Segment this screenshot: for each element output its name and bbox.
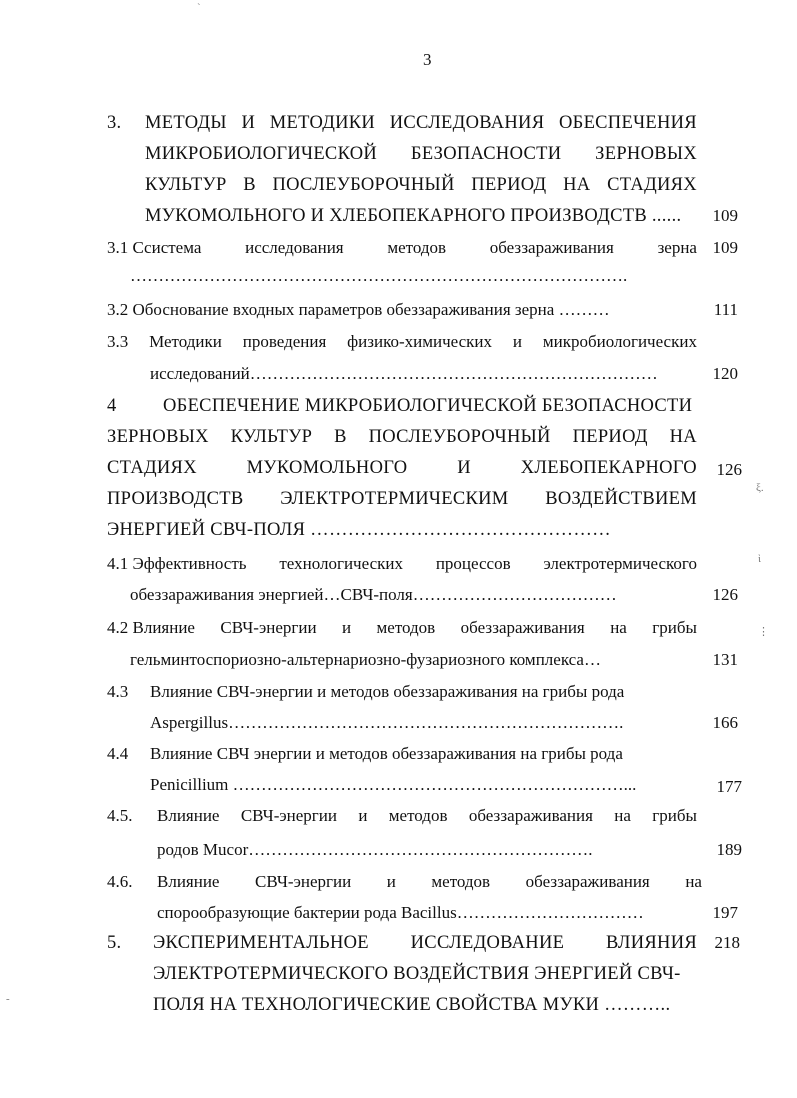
toc-4-1-line-1: 4.1 Эффективность технологических процессов электротермического: [107, 554, 697, 573]
toc-3-1-line-2: …………………………………………………………………………….: [130, 266, 628, 285]
toc-4-6-line-2: спорообразующие бактерии рода Bacillus……………………………: [157, 903, 644, 922]
toc-3-line-4: МУКОМОЛЬНОГО И ХЛЕБОПЕКАРНОГО ПРОИЗВОДСТВ ......: [145, 206, 682, 226]
toc-5-number: 5.: [107, 933, 122, 953]
toc-4-5-page: 189: [716, 840, 742, 859]
toc-4-6-line-1: Влияние СВЧ-энергии и методов обеззараживания на: [157, 872, 702, 891]
toc-3-3-page: 120: [712, 364, 738, 383]
scan-speck: ὶ: [758, 553, 761, 565]
scan-speck: `: [197, 2, 201, 14]
toc-4-6-page: 197: [712, 903, 738, 922]
toc-3-2-page: 111: [713, 300, 738, 319]
toc-4-3-line-2: Aspergillus…………………………………………………………….: [150, 713, 624, 732]
toc-4-line-5: ЭНЕРГИЕЙ СВЧ-ПОЛЯ …………………………………………: [107, 520, 611, 540]
toc-5-page: 218: [714, 933, 740, 952]
toc-3-1-page: 109: [712, 238, 738, 257]
toc-4-5-number: 4.5.: [107, 806, 133, 825]
toc-4-4-line-1: Влияние СВЧ энергии и методов обеззараживания на грибы рода: [150, 744, 623, 763]
toc-3-number: 3.: [107, 113, 122, 133]
toc-4-2-line-1: 4.2 Влияние СВЧ-энергии и методов обеззараживания на грибы: [107, 618, 697, 637]
toc-3-line-1: МЕТОДЫ И МЕТОДИКИ ИССЛЕДОВАНИЯ ОБЕСПЕЧЕНИЯ: [145, 113, 697, 133]
toc-4-4-page: 177: [716, 777, 742, 796]
toc-3-3-line-1: 3.3 Методики проведения физико-химических и микробиологических: [107, 332, 697, 351]
toc-5-line-3: ПОЛЯ НА ТЕХНОЛОГИЧЕСКИЕ СВОЙСТВА МУКИ ………..: [153, 995, 671, 1015]
page-number: 3: [423, 50, 432, 69]
toc-3-line-2: МИКРОБИОЛОГИЧЕСКОЙ БЕЗОПАСНОСТИ ЗЕРНОВЫХ: [145, 144, 697, 164]
toc-3-2: 3.2 Обоснование входных параметров обеззараживания зерна ………: [107, 300, 610, 319]
toc-5-line-1: ЭКСПЕРИМЕНТАЛЬНОЕ ИССЛЕДОВАНИЕ ВЛИЯНИЯ: [153, 933, 697, 953]
toc-4-4-number: 4.4: [107, 744, 129, 763]
toc-4-line-4: ПРОИЗВОДСТВ ЭЛЕКТРОТЕРМИЧЕСКИМ ВОЗДЕЙСТВИЕМ: [107, 489, 697, 509]
toc-4-number: 4: [107, 396, 117, 416]
toc-4-3-number: 4.3: [107, 682, 129, 701]
toc-4-line-2: ЗЕРНОВЫХ КУЛЬТУР В ПОСЛЕУБОРОЧНЫЙ ПЕРИОД НА: [107, 427, 697, 447]
toc-3-page: 109: [712, 206, 738, 225]
toc-4-line-1: ОБЕСПЕЧЕНИЕ МИКРОБИОЛОГИЧЕСКОЙ БЕЗОПАСНОСТИ: [163, 396, 693, 416]
toc-4-3-page: 166: [712, 713, 738, 732]
scan-speck: ξ.: [756, 482, 764, 494]
scan-speck: -: [6, 993, 10, 1005]
toc-4-5-line-1: Влияние СВЧ-энергии и методов обеззараживания на грибы: [157, 806, 697, 825]
scan-speck: ⋮: [758, 626, 769, 638]
toc-4-line-3: СТАДИЯХ МУКОМОЛЬНОГО И ХЛЕБОПЕКАРНОГО: [107, 458, 697, 478]
toc-4-1-page: 126: [712, 585, 738, 604]
toc-4-4-line-2: Penicillium ……………………………………………………………...: [150, 775, 637, 794]
toc-5-line-2: ЭЛЕКТРОТЕРМИЧЕСКОГО ВОЗДЕЙСТВИЯ ЭНЕРГИЕЙ СВЧ-: [153, 964, 681, 984]
toc-3-line-3: КУЛЬТУР В ПОСЛЕУБОРОЧНЫЙ ПЕРИОД НА СТАДИЯХ: [145, 175, 697, 195]
toc-4-5-line-2: родов Mucor…………………………………………………….: [157, 840, 593, 859]
toc-3-3-line-2: исследований………………………………………………………………: [150, 364, 658, 383]
toc-4-1-line-2: обеззараживания энергией…СВЧ-поля………………………………: [130, 585, 617, 604]
toc-4-2-page: 131: [712, 650, 738, 669]
toc-3-1-line-1: 3.1 Ссистема исследования методов обеззараживания зерна: [107, 238, 697, 257]
toc-4-page: 126: [716, 460, 742, 479]
toc-4-3-line-1: Влияние СВЧ-энергии и методов обеззараживания на грибы рода: [150, 682, 625, 701]
toc-4-6-number: 4.6.: [107, 872, 133, 891]
toc-4-2-line-2: гельминтоспориозно-альтернариозно-фузариозного комплекса…: [130, 650, 601, 669]
